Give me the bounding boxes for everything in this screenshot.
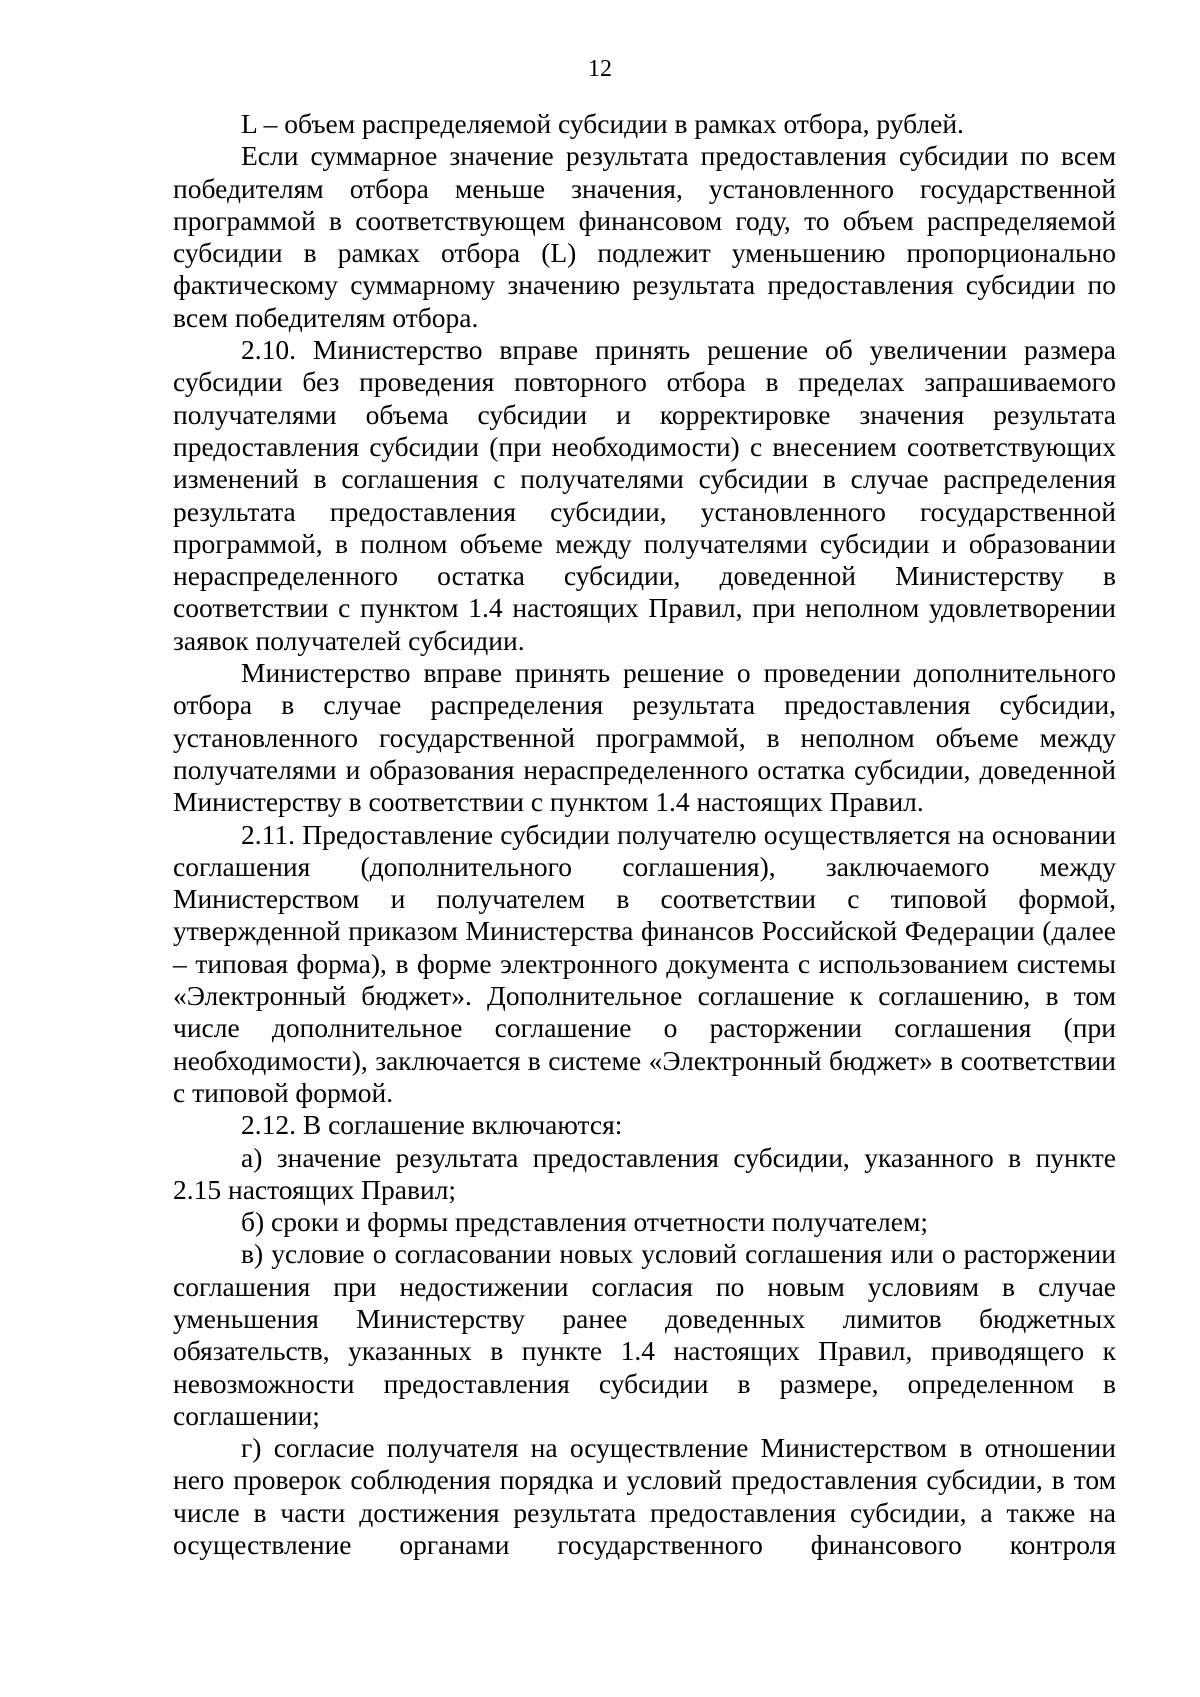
paragraph-reduction-rule: Если суммарное значение результата предоставления субсидии по всем победителям отбора меньше значения, установленного государственной программой в соответствующем финансовом году, то объем распределяемой субсидии в рамках отбора (L) подлежит уменьшению пропорционально фактическому суммарному значению результата предоставления субсидии по всем победителям отбора. xyxy=(173,140,1116,333)
document-body xyxy=(173,108,1116,1561)
list-item-v: в) условие о согласовании новых условий соглашения или о расторжении соглашения при недостижении согласия по новым условиям в случае уменьшения Министерству ранее доведенных лимитов бюджетных обязательств, указанных в пункте 1.4 настоящих Правил, приводящего к невозможности предоставления субсидии в размере, определенном в соглашении; xyxy=(173,1238,1116,1431)
paragraph-2-10: 2.10. Министерство вправе принять решение об увеличении размера субсидии без проведения повторного отбора в пределах запрашиваемого получателями объема субсидии и корректировке значения результата предоставления субсидии (при необходимости) с внесением соответствующих изменений в соглашения с получателями субсидии в случае распределения результата предоставления субсидии, установленного государственной программой, в полном объеме между получателями субсидии и образовании нераспределенного остатка субсидии, доведенной Министерству в соответствии с пунктом 1.4 настоящих Правил, при неполном удовлетворении заявок получателей субсидии. xyxy=(173,334,1116,656)
paragraph-2-11: 2.11. Предоставление субсидии получателю осуществляется на основании соглашения (дополнительного соглашения), заключаемого между Министерством и получателем в соответствии с типовой формой, утвержденной приказом Министерства финансов Российской Федерации (далее – типовая форма), в форме электронного документа с использованием системы «Электронный бюджет». Дополнительное соглашение к соглашению, в том числе дополнительное соглашение о расторжении соглашения (при необходимости), заключается в системе «Электронный бюджет» в соответствии с типовой формой. xyxy=(173,818,1116,1108)
list-item-a: а) значение результата предоставления субсидии, указанного в пункте 2.15 настоящих Правил; xyxy=(173,1141,1116,1205)
list-item-b: б) сроки и формы представления отчетности получателем; xyxy=(241,1206,929,1238)
paragraph-additional-selection: Министерство вправе принять решение о проведении дополнительного отбора в случае распределения результата предоставления субсидии, установленного государственной программой, в неполном объеме между получателями и образования нераспределенного остатка субсидии, доведенной Министерству в соответствии с пунктом 1.4 настоящих Правил. xyxy=(173,657,1116,818)
paragraph-2-12: 2.12. В соглашение включаются: xyxy=(241,1109,623,1141)
list-item-g: г) согласие получателя на осуществление Министерством в отношении него проверок соблюдения порядка и условий предоставления субсидии, в том числе в части достижения результата предоставления субсидии, а также на осуществление органами государственного финансового контроля xyxy=(173,1432,1116,1561)
paragraph-l-definition: L – объем распределяемой субсидии в рамках отбора, рублей. xyxy=(241,108,964,139)
page-number: 12 xyxy=(588,56,612,82)
